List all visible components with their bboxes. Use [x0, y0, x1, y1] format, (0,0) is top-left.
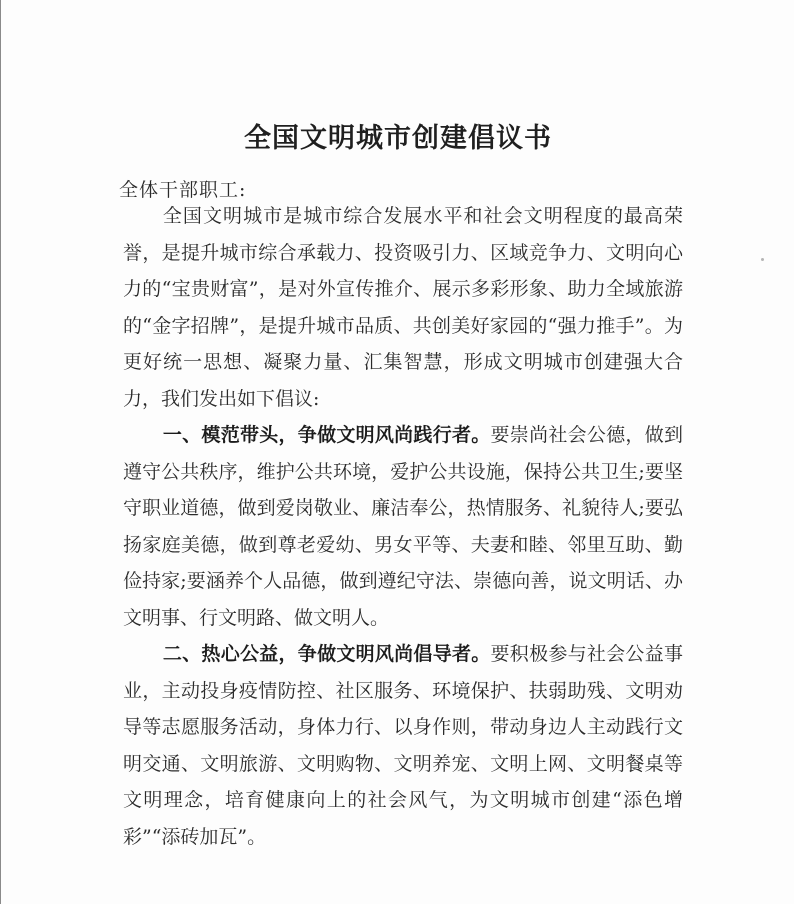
section-paragraph-1 [123, 417, 683, 636]
section-text-2: 要积极参与社会公益事业，主动投身疫情防控、社区服务、环境保护、扶弱助残、文明劝导等志愿服务活动，身体力行、以身作则，带动身边人主动践行文明交通、文明旅游、文明购物、文明养宠、文明上网、文明餐桌等文明理念，培育健康向上的社会风气，为文明城市创建“添色增彩”“添砖加瓦”。 [123, 643, 683, 848]
intro-paragraph: 全国文明城市是城市综合发展水平和社会文明程度的最高荣誉，是提升城市综合承载力、投资吸引力、区域竞争力、文明向心力的“宝贵财富”，是对外宣传推介、展示多彩形象、助力全域旅游的“金字招牌”，是提升城市品质、共创美好家园的“强力推手”。为更好统一思想、凝聚力量、汇集智慧，形成文明城市创建强大合力，我们发出如下倡议: [123, 205, 683, 410]
section-heading-2: 二、热心公益，争做文明风尚倡导者。 [162, 643, 491, 665]
document-title: 全国文明城市创建倡议书 [244, 123, 552, 154]
section-paragraph-2 [123, 636, 683, 855]
section-text-1: 要崇尚社会公德，做到遵守公共秩序，维护公共环境，爱护公共设施，保持公共卫生;要坚守职业道德，做到爱岗敬业、廉洁奉公，热情服务、礼貌待人;要弘扬家庭美德，做到尊老爱幼、男女平等、夫妻和睦、邻里互助、勤俭持家;要涵养个人品德，做到遵纪守法、崇德向善，说文明话、办文明事、行文明路、做文明人。 [123, 424, 683, 629]
salutation: 全体干部职工: [119, 179, 247, 201]
section-heading-1: 一、模范带头，争做文明风尚践行者。 [162, 424, 491, 446]
scan-speck [761, 258, 764, 261]
document-body [123, 198, 683, 855]
